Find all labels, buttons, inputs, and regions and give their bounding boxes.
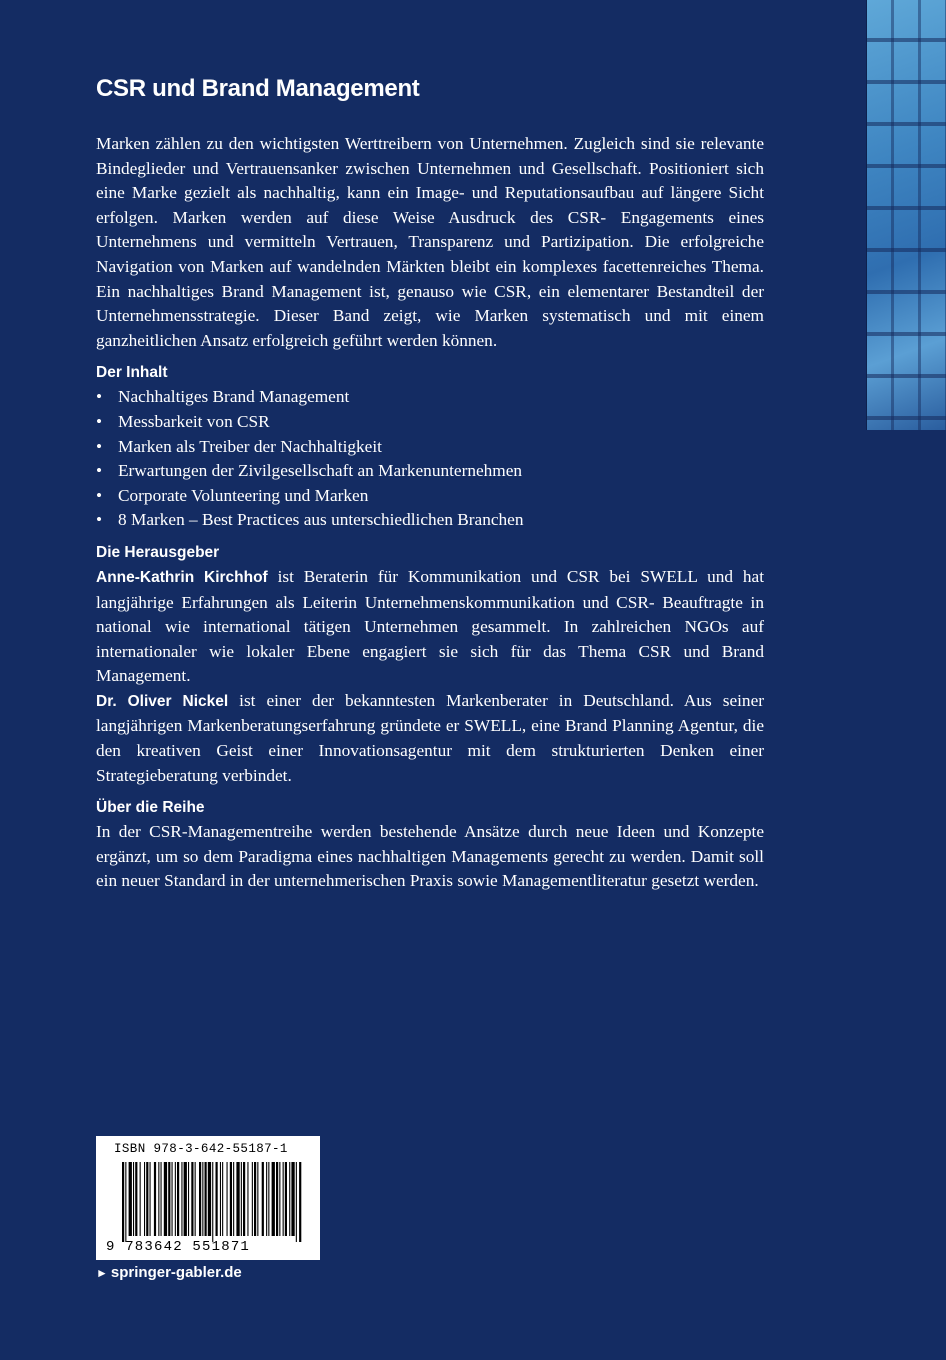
barcode-bar (279, 1162, 280, 1236)
bullet-icon: • (96, 485, 103, 505)
barcode-bar (177, 1162, 179, 1236)
barcode-bar (202, 1162, 203, 1236)
bullet-icon: • (96, 510, 103, 530)
barcode-bar (233, 1162, 234, 1236)
barcode-bar (276, 1162, 278, 1236)
list-item-text: Nachhaltiges Brand Management (118, 387, 350, 407)
isbn-barcode (96, 1136, 320, 1260)
barcode-bar (272, 1162, 275, 1236)
editor1-name: Anne-Kathrin Kirchhof (96, 568, 268, 586)
barcode-bar (252, 1162, 253, 1236)
website-link[interactable] (96, 1264, 242, 1281)
barcode-bar (247, 1162, 248, 1236)
barcode-bar (291, 1162, 294, 1236)
barcode-bar (129, 1162, 132, 1236)
bullet-icon: • (96, 436, 103, 456)
bullet-icon: • (96, 461, 103, 481)
barcode-bar (135, 1162, 137, 1236)
barcode-bar (188, 1162, 189, 1236)
barcode-bar (140, 1162, 141, 1236)
barcode-bar (299, 1162, 301, 1242)
list-item (96, 435, 764, 460)
list-item-text: Erwartungen der Zivilgesellschaft an Markenunternehmen (118, 461, 523, 481)
barcode-bar (161, 1162, 162, 1236)
barcode-bar (243, 1162, 245, 1236)
barcode-digits: 9 783642 551871 (106, 1239, 251, 1255)
barcode-bar (289, 1162, 290, 1236)
list-item (96, 385, 764, 410)
intro-paragraph: Marken zählen zu den wichtigsten Werttreibern von Unternehmen. Zugleich sind sie relevante Bindeglieder und Vertrauensanker zwischen Unternehmen und Gesellschaft. Positioniert sich eine Marke gezielt als nachhaltig, kann ein Image- und Reputationsaufbau auf längere Sicht erfolgen. Marken werden auf diese Weise Ausdruck des CSR- Engagements eines Unternehmens und vermitteln Vertrauen, Transparenz und Partizipation. Die erfolgreiche Navigation von Marken auf wandelnden Märkten bleibt ein komplexes facettenreiches Thema. Ein nachhaltiges Brand Management ist, genauso wie CSR, ein elementarer Bestandteil der Unternehmensstrategie. Dieser Band zeigt, wie Marken systematisch und mit einem ganzheitlichen Ansatz erfolgreich geführt werden können. (96, 134, 764, 350)
list-item (96, 484, 764, 509)
barcode-bar (158, 1162, 159, 1236)
list-item (96, 410, 764, 435)
contents-list (96, 385, 764, 533)
list-item (96, 508, 764, 533)
arrow-right-icon: ► (96, 1266, 108, 1280)
barcode-bar (172, 1162, 173, 1236)
list-item-text: Marken als Treiber der Nachhaltigkeit (118, 436, 382, 456)
barcode-bar (122, 1162, 124, 1242)
barcode-bar (220, 1162, 221, 1236)
editor2-name: Dr. Oliver Nickel (96, 692, 229, 710)
barcode-bar (262, 1162, 264, 1236)
editor2-bio (96, 689, 764, 788)
website-url: springer-gabler.de (110, 1264, 242, 1281)
list-item (96, 459, 764, 484)
barcode-bar (175, 1162, 176, 1236)
barcode-bar (212, 1162, 213, 1242)
barcode-bar (184, 1162, 187, 1236)
series-heading: Über die Reihe (96, 799, 205, 817)
barcode-bar (208, 1162, 211, 1236)
barcode-bar (254, 1162, 256, 1236)
content-column (96, 72, 764, 894)
editor1-text: ist Beraterin für Kommunikation und CSR bei SWELL und hat langjährige Erfahrungen als Leiterin Unternehmenskommunikation und CSR- Beauftragte in national wie international tätigen Unternehmen gesammelt. In zahlreichen NGOs auf internationaler wie lokaler Ebene engagiert sie sich für das Thema CSR und Brand Management. (96, 566, 765, 686)
barcode-bar (222, 1162, 223, 1236)
editor1-bio (96, 565, 764, 689)
list-item-text: Corporate Volunteering und Marken (118, 485, 369, 505)
barcode-bar (296, 1162, 297, 1242)
barcode-bar (168, 1162, 170, 1236)
barcode-bar (205, 1162, 207, 1236)
barcode-bar (199, 1162, 201, 1236)
contents-heading: Der Inhalt (96, 364, 168, 382)
barcode-bar (144, 1162, 145, 1236)
book-title: CSR und Brand Management (96, 75, 420, 102)
barcode-bar (216, 1162, 218, 1236)
barcode-bar (285, 1162, 287, 1236)
barcode-bar (191, 1162, 193, 1236)
list-item-text: 8 Marken – Best Practices aus unterschiedlichen Branchen (118, 510, 524, 530)
editors-heading: Die Herausgeber (96, 543, 220, 561)
barcode-bar (236, 1162, 239, 1236)
barcode-bar (195, 1162, 196, 1236)
barcode-bar (164, 1162, 167, 1236)
barcode-bar (150, 1162, 151, 1236)
series-paragraph: In der CSR-Managementreihe werden bestehende Ansätze durch neue Ideen und Konzepte ergänzt, um so dem Paradigma eines nachhaltigen Managements gerecht zu werden. Damit soll ein neuer Standard in der unternehmerischen Praxis sowie Managementliteratur gesetzt werden. (96, 822, 764, 891)
barcode-bar (181, 1162, 182, 1236)
isbn-label: ISBN 978-3-642-55187-1 (114, 1142, 288, 1156)
building-photo (866, 0, 946, 430)
list-item-text: Messbarkeit von CSR (118, 411, 270, 431)
barcode-bars (122, 1162, 302, 1242)
editor2-text: ist einer der bekanntesten Markenberater in Deutschland. Aus seiner langjährigen Markenberatungserfahrung gründete er SWELL, eine Brand Planning Agentur, die den kreativen Geist einer Innovationsagentur mit dem strukturierten Denken einer Strategieberatung verbindet. (96, 690, 764, 785)
bullet-icon: • (96, 411, 103, 431)
barcode-bar (154, 1162, 156, 1236)
barcode-bar (241, 1162, 242, 1236)
barcode-bar (266, 1162, 267, 1236)
barcode-bar (283, 1162, 284, 1236)
barcode-bar (146, 1162, 148, 1236)
barcode-bar (125, 1162, 126, 1242)
barcode-bar (230, 1162, 232, 1236)
barcode-bar (257, 1162, 258, 1236)
barcode-bar (268, 1162, 269, 1236)
bullet-icon: • (96, 387, 103, 407)
barcode-bar (227, 1162, 228, 1236)
barcode-bar (133, 1162, 134, 1236)
